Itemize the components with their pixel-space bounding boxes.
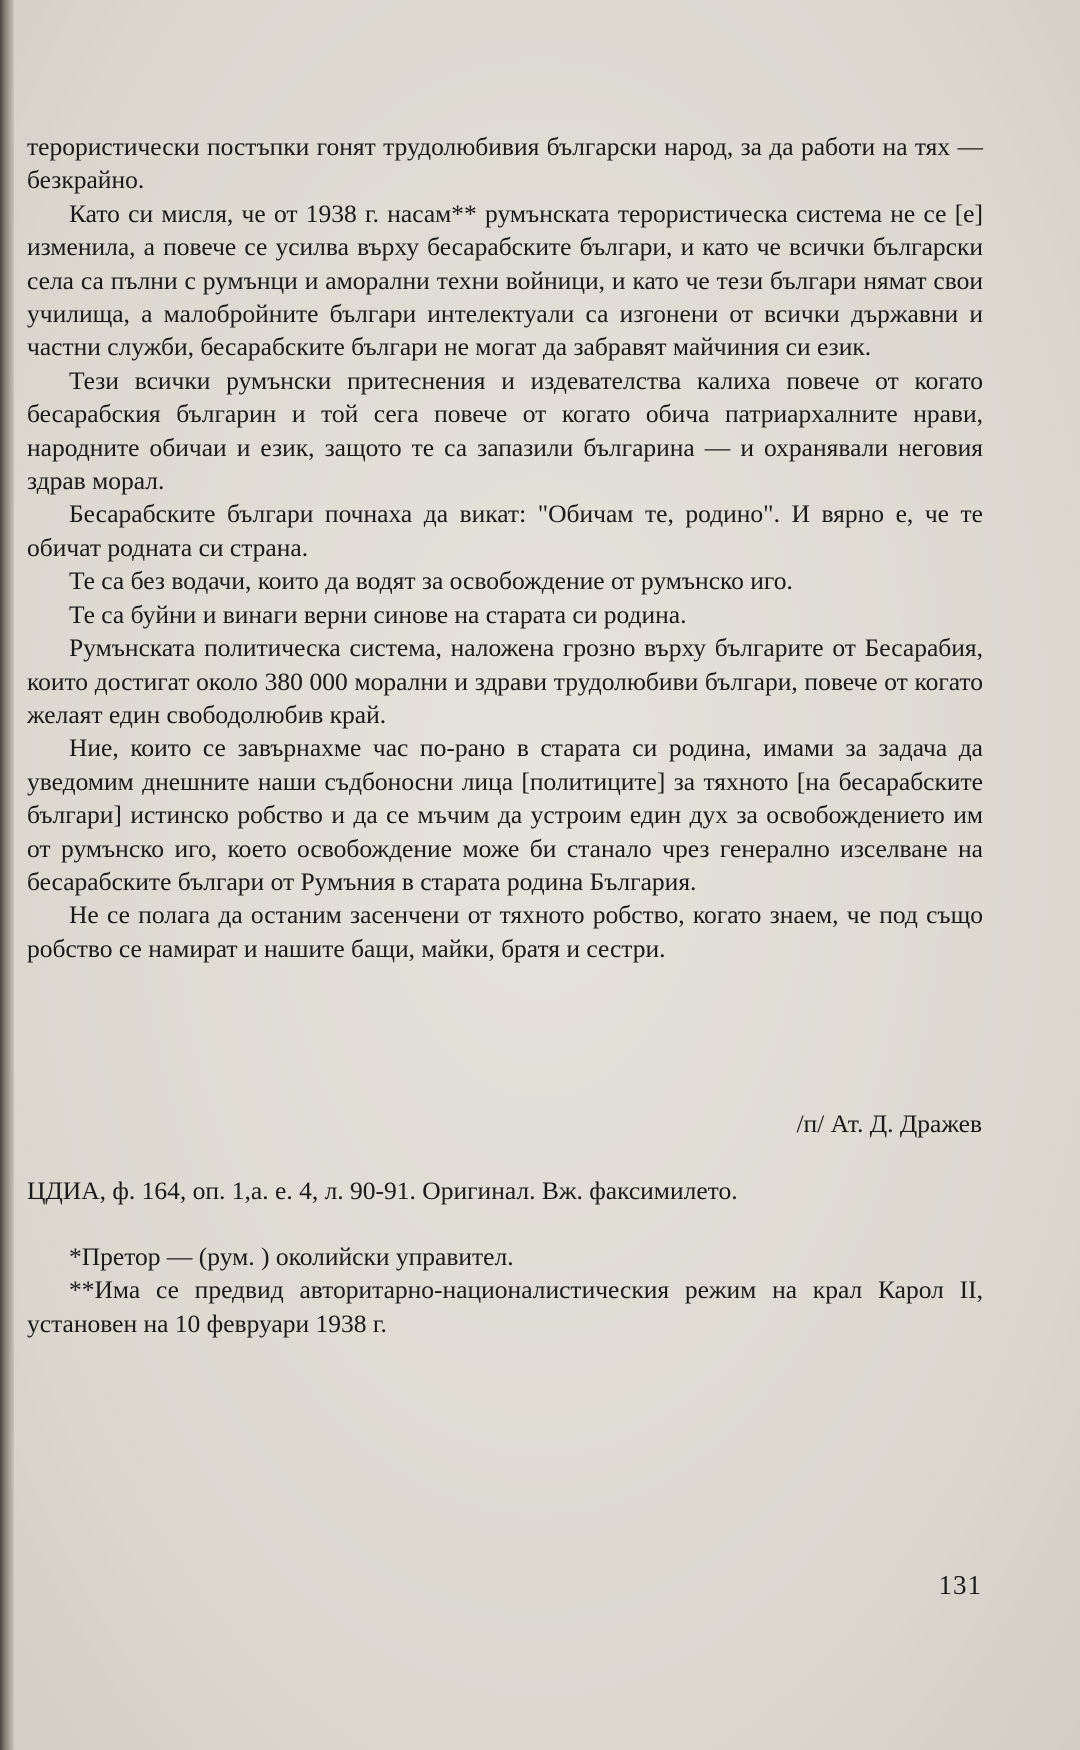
paragraph-4: Бесарабските българи почнаха да викат: "Обичам те, родино". И вярно е, че те обичат родната си страна. [27, 499, 983, 562]
paragraph-8: Ние, които се завърнахме час по-рано в старата си родина, имами за задача да уведомим днешните наши съдбоносни лица [политиците] за тяхното [на бесарабските българи] истинско робство и да се мъчим да устроим един дух за освобождението им от румънско иго, което освобождение може би станало чрез генерално изселване на бесарабските българи от Румъния в старата родина България. [27, 733, 983, 896]
footnote-2: **Има се предвид авторитарно-националистическия режим на крал Карол II, установен на 10 февруари 1938 г. [27, 1275, 983, 1338]
footnote-1: *Претор — (рум. ) околийски управител. [69, 1242, 514, 1271]
signature: /п/ Ат. Д. Дражев [796, 1109, 982, 1138]
paragraph-6: Те са буйни и винаги верни синове на старата си родина. [69, 599, 687, 629]
binding-edge [0, 0, 14, 1750]
page-number: 131 [938, 1570, 982, 1600]
paragraph-7: Румънската политическа система, наложена грозно върху българите от Бесарабия, които достигат около 380 000 морални и здрави трудолюбиви българи, повече от когато желаят един свободолюбив край. [27, 633, 983, 729]
paragraph-1: терористически постъпки гонят трудолюбивия български народ, за да работи на тях — безкрайно. [27, 132, 983, 195]
paragraph-9: Не се полага да останим засенчени от тяхното робство, когато знаем, че под също робство се намират и нашите бащи, майки, братя и сестри. [27, 900, 983, 963]
source-citation: ЦДИА, ф. 164, оп. 1,а. е. 4, л. 90-91. Оригинал. Вж. факсимилето. [27, 1176, 738, 1205]
paragraph-3: Тези всички румънски притеснения и издевателства калиха повече от когато бесарабския българин и той сега повече от когато обича патриархалните нрави, народните обичаи и език, защото те са запазили българина — и охранявали неговия здрав морал. [27, 365, 983, 496]
paragraph-5: Те са без водачи, които да водят за освобождение от румънско иго. [69, 566, 793, 596]
footnotes [27, 1240, 983, 1340]
paragraph-2: Като си мисля, че от 1938 г. насам** румънската терористическа система не се [е] изменила, а повече се усилва върху бесарабските българи, и като че всички български села са пълни с румънци и аморални техни войници, и като че тези българи нямат свои училища, а малобройните българи интелектуали са изгонени от всички държавни и частни служби, бесарабските българи не могат да забравят майчиния си език. [27, 198, 983, 362]
body-text [27, 130, 983, 965]
